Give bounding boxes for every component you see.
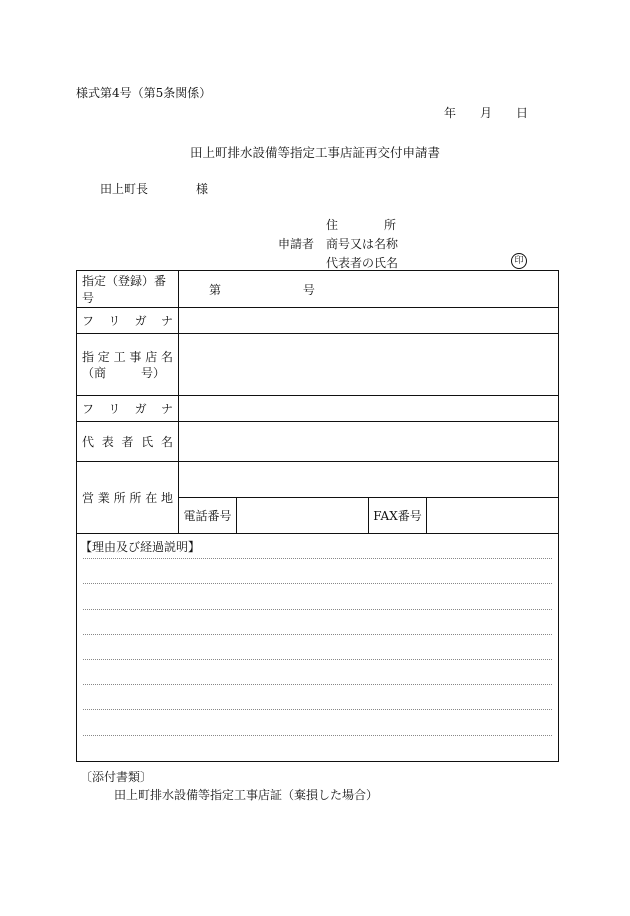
designation-number-label: 指定（登録）番号 xyxy=(77,271,179,308)
date-year: 年 xyxy=(444,106,457,120)
trade-name-label: 商号又は名称 xyxy=(326,237,399,251)
shop-name-field[interactable] xyxy=(179,334,559,396)
address-char-2: 所 xyxy=(384,218,397,232)
writing-line xyxy=(83,684,552,685)
writing-line xyxy=(83,558,552,559)
writing-line xyxy=(83,709,552,710)
fax-label: FAX番号 xyxy=(369,498,427,534)
furigana-label-shop: フ リ ガ ナ xyxy=(77,308,179,334)
form-number: 様式第4号（第5条関係） xyxy=(76,86,212,100)
phone-field[interactable] xyxy=(237,498,369,534)
representative-name-label: 代表者の氏名 xyxy=(326,256,399,270)
reason-explanation-field[interactable] xyxy=(77,534,559,762)
office-address-field[interactable] xyxy=(179,462,559,498)
date-day: 日 xyxy=(516,106,529,120)
date-month: 月 xyxy=(480,106,493,120)
furigana-rep-field[interactable] xyxy=(179,396,559,422)
writing-line xyxy=(83,583,552,584)
reason-label: 【理由及び経過説明】 xyxy=(80,540,201,554)
attachments-heading: 〔添付書類〕 xyxy=(80,770,153,784)
attachment-item: 田上町排水設備等指定工事店証（棄損した場合） xyxy=(114,788,379,802)
representative-field[interactable] xyxy=(179,422,559,462)
honorific: 様 xyxy=(196,182,209,196)
seal-mark: 印 xyxy=(511,253,527,269)
furigana-label-rep: フ リ ガ ナ xyxy=(77,396,179,422)
phone-label: 電話番号 xyxy=(179,498,237,534)
shop-name-label: 指 定 工 事 店 名 （商 号） xyxy=(77,334,179,396)
office-location-label: 営 業 所 所 在 地 xyxy=(77,462,179,534)
writing-line xyxy=(83,659,552,660)
writing-line xyxy=(83,735,552,736)
writing-line xyxy=(83,634,552,635)
number-suffix: 号 xyxy=(302,282,315,297)
addressee: 田上町長 xyxy=(100,182,149,196)
designation-number-field[interactable] xyxy=(179,271,559,308)
document-title: 田上町排水設備等指定工事店証再交付申請書 xyxy=(189,145,440,160)
number-prefix: 第 xyxy=(209,282,222,297)
writing-line xyxy=(83,609,552,610)
furigana-shop-field[interactable] xyxy=(179,308,559,334)
applicant-label: 申請者 xyxy=(278,237,315,251)
address-char-1: 住 xyxy=(326,218,339,232)
application-table xyxy=(76,270,559,762)
representative-label: 代 表 者 氏 名 xyxy=(77,422,179,462)
fax-field[interactable] xyxy=(427,498,559,534)
